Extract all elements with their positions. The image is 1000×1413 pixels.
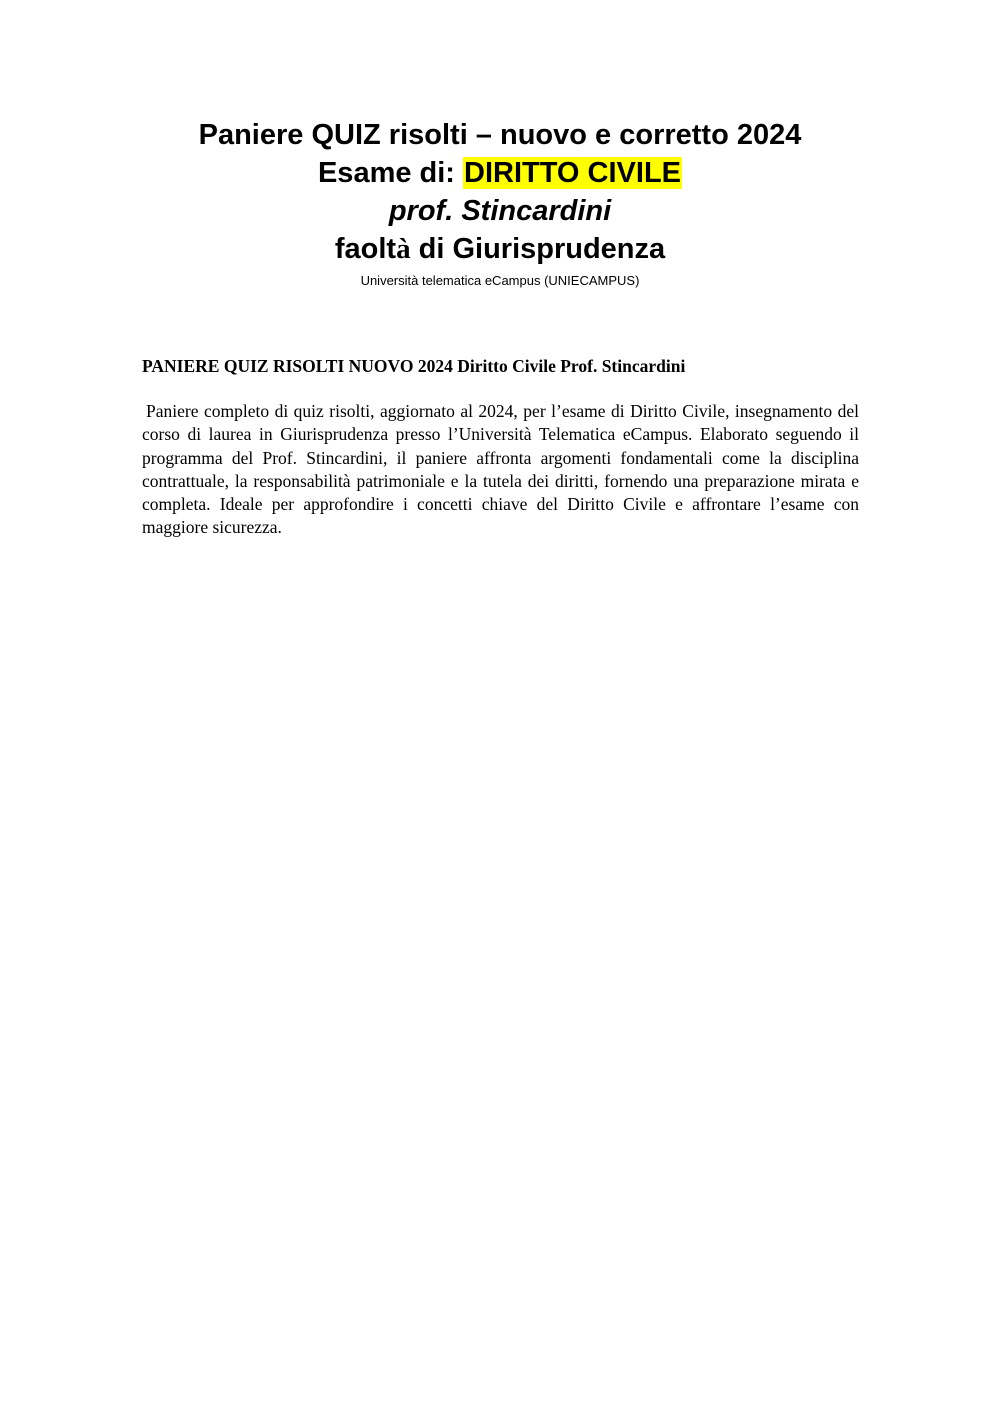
document-heading: PANIERE QUIZ RISOLTI NUOVO 2024 Diritto Civile Prof. Stincardini (142, 356, 686, 376)
exam-line (0, 154, 1000, 192)
exam-prefix: Esame di: (317, 157, 464, 189)
title-block (0, 116, 1000, 290)
exam-subject-highlight: DIRITTO CIVILE (464, 157, 682, 189)
faculty-part1: faolt (334, 233, 397, 265)
faculty-line (0, 230, 1000, 268)
document-title: Paniere QUIZ risolti – nuovo e corretto 2024 (198, 119, 802, 151)
faculty-accent: à (396, 233, 411, 265)
professor-name: prof. Stincardini (388, 195, 612, 227)
faculty-part2: di Giurisprudenza (410, 233, 666, 265)
document-body: Paniere completo di quiz risolti, aggiornato al 2024, per l’esame di Diritto Civile, insegnamento del corso di laurea in Giurisprudenza presso l’Università Telematica eCampus. Elaborato seguendo il programma del Prof. Stincardini, il paniere affronta argomenti fondamentali come la disciplina contrattuale, la responsabilità patrimoniale e la tutela dei diritti, fornendo una preparazione mirata e completa. Ideale per approfondire i concetti chiave del Diritto Civile e affrontare l’esame con maggiore sicurezza. (142, 401, 859, 538)
university-name: Università telematica eCampus (UNIECAMPUS) (360, 273, 640, 288)
